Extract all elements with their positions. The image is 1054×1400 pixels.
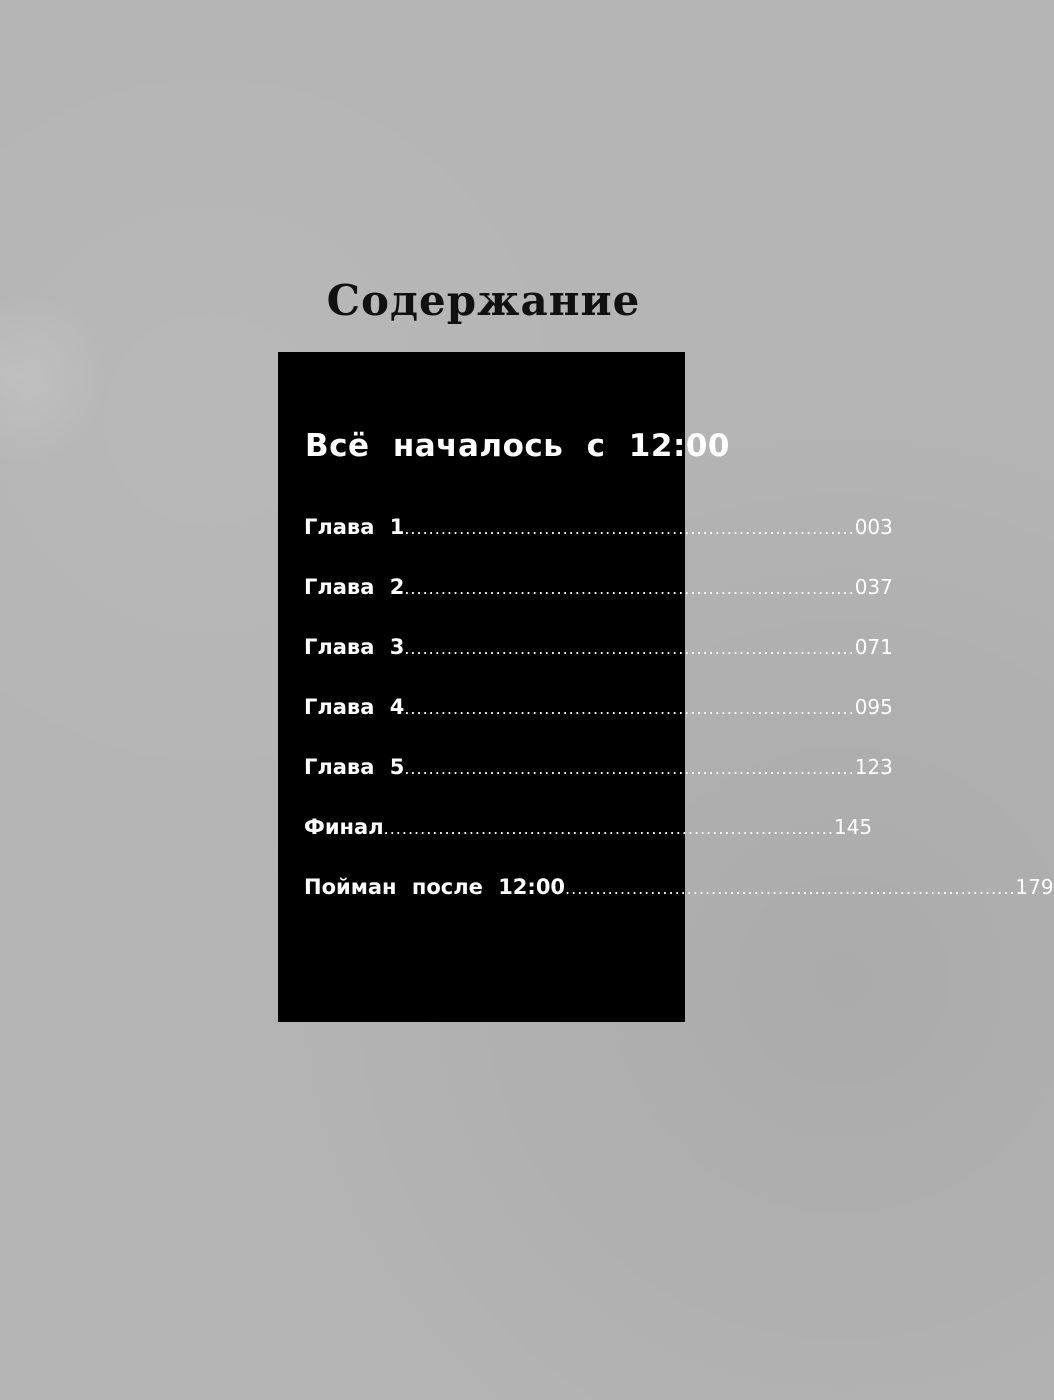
entry-page-number: 145 bbox=[833, 815, 873, 839]
table-of-contents-panel bbox=[278, 352, 1054, 1022]
leader-dots: .......................................................................... bbox=[404, 579, 855, 598]
entry-label: Глава 5 bbox=[304, 755, 405, 779]
leader-dots: .......................................................................... bbox=[404, 759, 855, 778]
entry-page-number: 123 bbox=[854, 755, 893, 779]
entry-page-number: 037 bbox=[854, 575, 893, 599]
toc-entry-chapter-1 bbox=[304, 515, 893, 575]
leader-dots: .......................................................................... bbox=[404, 519, 855, 538]
toc-entry-extra bbox=[304, 875, 1054, 935]
entry-label: Глава 4 bbox=[304, 695, 405, 719]
entry-page-number: 071 bbox=[854, 635, 893, 659]
toc-entry-chapter-2 bbox=[304, 575, 893, 635]
entry-label: Глава 2 bbox=[304, 575, 405, 599]
volume-title: Всё началось с 12:00 bbox=[305, 428, 730, 464]
toc-list bbox=[304, 515, 1054, 935]
leader-dots: .......................................................................... bbox=[565, 879, 1016, 898]
toc-entry-chapter-3 bbox=[304, 635, 893, 695]
entry-label: Глава 1 bbox=[304, 515, 405, 539]
leader-dots: .......................................................................... bbox=[404, 699, 855, 718]
entry-page-number: 179 bbox=[1015, 875, 1054, 899]
toc-entry-chapter-4 bbox=[304, 695, 893, 755]
toc-entry-finale bbox=[304, 815, 873, 875]
entry-label: Глава 3 bbox=[304, 635, 405, 659]
leader-dots: .......................................................................... bbox=[383, 819, 834, 838]
leader-dots: .......................................................................... bbox=[404, 639, 855, 658]
toc-entry-chapter-5 bbox=[304, 755, 893, 815]
page-title: Содержание bbox=[326, 276, 641, 325]
entry-page-number: 095 bbox=[854, 695, 893, 719]
entry-label: Финал bbox=[304, 815, 384, 839]
entry-page-number: 003 bbox=[854, 515, 893, 539]
entry-label: Пойман после 12:00 bbox=[304, 875, 566, 899]
